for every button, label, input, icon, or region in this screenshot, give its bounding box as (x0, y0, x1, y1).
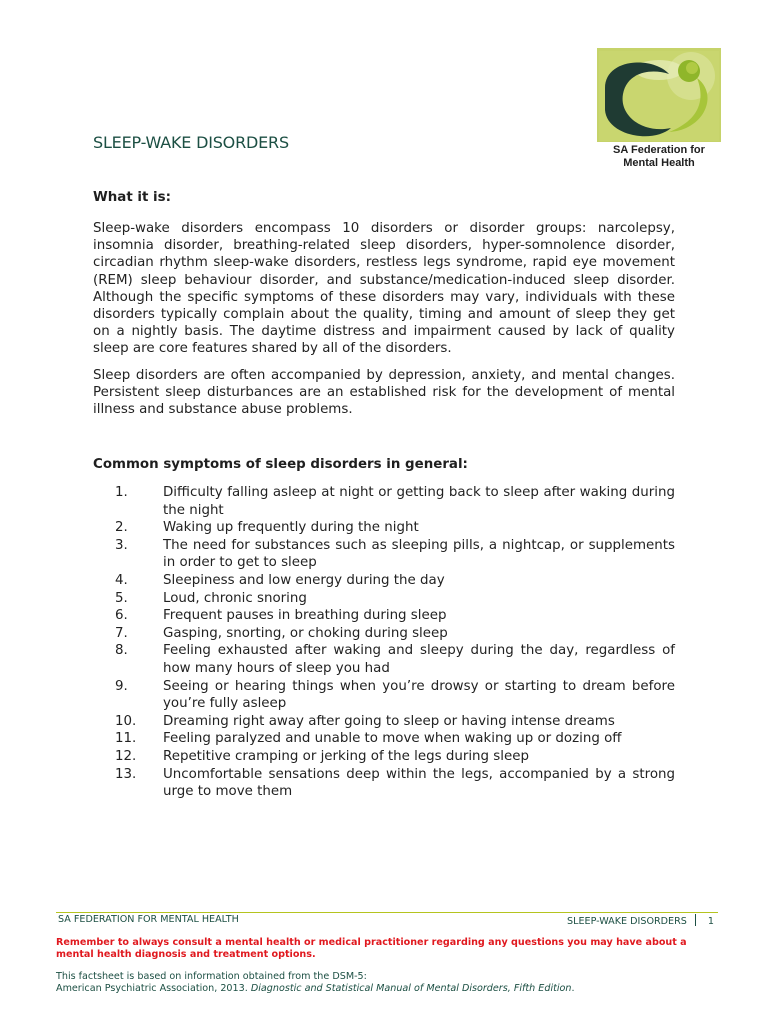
list-item (93, 484, 675, 519)
list-item-text: Uncomfortable sensations deep within the legs, accompanied by a strong urge to move them (163, 766, 675, 800)
list-item-number: 7. (115, 625, 128, 641)
source-line-1: This factsheet is based on information obtained from the DSM-5: (56, 971, 367, 982)
footer-separator (695, 914, 696, 926)
list-item-number: 4. (115, 572, 128, 588)
list-item (93, 678, 675, 713)
list-item (93, 713, 675, 731)
list-item-text: Feeling exhausted after waking and sleepy during the day, regardless of how many hours of sleep you had (163, 643, 675, 676)
list-item (93, 607, 675, 625)
list-item-number: 12. (115, 748, 137, 764)
document-title: SLEEP-WAKE DISORDERS (93, 133, 289, 152)
source-publisher: American Psychiatric Association, 2013. (56, 983, 248, 995)
source-book-title: Diagnostic and Statistical Manual of Mental Disorders, Fifth Edition (250, 983, 572, 995)
list-item (93, 537, 675, 572)
organization-logo (597, 48, 721, 176)
list-item-text: Feeling paralyzed and unable to move when waking up or dozing off (163, 731, 622, 747)
list-item (93, 625, 675, 643)
what-it-is-heading: What it is: (93, 190, 171, 205)
footer-document-title: SLEEP-WAKE DISORDERS (567, 916, 687, 927)
list-item-number: 11. (115, 731, 137, 747)
logo-caption-line-2: Mental Health (623, 157, 695, 169)
list-item-number: 13. (115, 766, 137, 782)
logo-caption-line-1: SA Federation for (613, 144, 705, 156)
source-line-2 (56, 983, 716, 995)
list-item-number: 1. (115, 485, 128, 500)
source-suffix: . (571, 983, 575, 995)
symptoms-list (93, 484, 675, 801)
intro-paragraph: Sleep-wake disorders encompass 10 disorders or disorder groups: narcolepsy, insomnia disorder, breathing-related sleep disorders, hyper-somnolence disorder, circadian rhythm sleep-wake disorders, restless legs syndrome, rapid eye movement (REM) sleep behaviour disorder, and substance/medication-induced sleep disorder. Although the specific symptoms of these disorders may vary, individuals with these disorders typically complain about the quality, timing and amount of sleep they get on a nightly basis. The daytime distress and impairment caused by lack of quality sleep are core features shared by all of the disorders. (93, 221, 675, 357)
list-item-number: 8. (115, 643, 128, 659)
risk-paragraph: Sleep disorders are often accompanied by depression, anxiety, and mental changes. Persistent sleep disturbances are an established risk for the development of mental illness and substance abuse problems. (93, 368, 675, 418)
list-item-number: 10. (115, 713, 137, 729)
list-item-text: Dreaming right away after going to sleep or having intense dreams (163, 713, 615, 729)
list-item-text: Gasping, snorting, or choking during sleep (163, 625, 448, 641)
list-item (93, 642, 675, 677)
list-item (93, 766, 675, 801)
list-item-number: 2. (115, 520, 128, 536)
footer-divider (56, 912, 718, 913)
list-item-text: Loud, chronic snoring (163, 590, 307, 606)
consultation-warning: Remember to always consult a mental health or medical practitioner regarding any questions you may have about a mental health diagnosis and treatment options. (56, 937, 687, 961)
list-item (93, 519, 675, 537)
symptoms-heading: Common symptoms of sleep disorders in general: (93, 457, 468, 472)
list-item-number: 5. (115, 590, 128, 606)
logo-caption (597, 144, 721, 170)
footer-organization: SA FEDERATION FOR MENTAL HEALTH (58, 914, 239, 925)
list-item-number: 3. (115, 537, 128, 553)
list-item-text: Seeing or hearing things when you’re drowsy or starting to dream before you’re fully asleep (163, 678, 675, 712)
source-citation (56, 971, 716, 995)
list-item (93, 730, 675, 748)
list-item (93, 748, 675, 766)
list-item-text: Repetitive cramping or jerking of the legs during sleep (163, 748, 529, 764)
list-item-text: Sleepiness and low energy during the day (163, 572, 445, 588)
list-item (93, 572, 675, 590)
sa-federation-logo-icon (597, 48, 721, 142)
list-item (93, 590, 675, 608)
page-number: 1 (707, 916, 714, 927)
list-item-text: Difficulty falling asleep at night or getting back to sleep after waking during the night (163, 485, 675, 518)
list-item-text: Frequent pauses in breathing during sleep (163, 608, 447, 624)
footer-title-page (567, 914, 714, 927)
list-item-number: 6. (115, 608, 128, 624)
list-item-text: Waking up frequently during the night (163, 520, 419, 536)
list-item-number: 9. (115, 678, 128, 694)
list-item-text: The need for substances such as sleeping pills, a nightcap, or supplements in order to get to sleep (163, 537, 675, 571)
